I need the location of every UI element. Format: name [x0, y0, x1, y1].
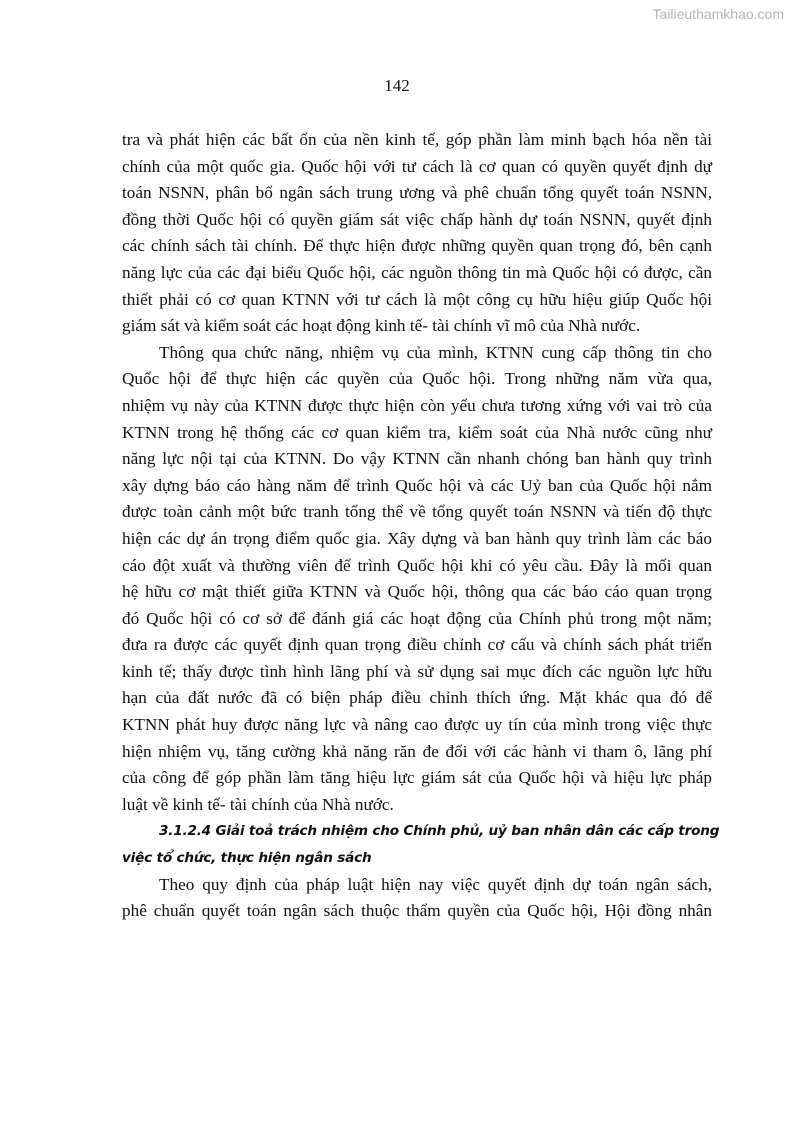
- text-line: cáo đột xuất và thường viên để trình Quốc hội khi có yêu cầu. Đây là mối quan: [122, 555, 712, 575]
- text-line: luật về kinh tế- tài chính của Nhà nước.: [122, 794, 394, 814]
- text-line: tra và phát hiện các bất ổn của nền kinh tế, góp phần làm minh bạch hóa nền tài: [122, 130, 712, 149]
- text-line: KTNN phát huy được năng lực và nâng cao được uy tín của mình trong việc thực: [122, 715, 712, 735]
- document-body: [122, 127, 720, 925]
- text-line: hiện nhiệm vụ, tăng cường khả năng răn đe đối với các hành vi tham ô, lãng phí: [122, 741, 712, 761]
- text-line: đồng thời Quốc hội có quyền giám sát việc chấp hành dự toán NSNN, quyết định: [122, 209, 712, 229]
- text-line: của công để góp phần làm tăng hiệu lực giám sát của Quốc hội và hiệu lực pháp: [122, 768, 712, 788]
- section-heading-line: 3.1.2.4 Giải toả trách nhiệm cho Chính phủ, uỷ ban nhân dân các cấp trong: [159, 823, 720, 840]
- text-line: toán NSNN, phân bổ ngân sách trung ương và phê chuẩn tổng quyết toán NSNN,: [122, 183, 712, 203]
- text-line: kinh tế; thấy được tình hình lãng phí và sử dụng sai mục đích các nguồn lực hữu: [122, 661, 712, 681]
- text-line: Quốc hội để thực hiện các quyền của Quốc hội. Trong những năm vừa qua,: [122, 369, 712, 389]
- text-line: hiện các dự án trọng điểm quốc gia. Xây dựng và ban hành quy trình làm các báo: [122, 528, 712, 548]
- text-line: năng lực nội tại của KTNN. Do vậy KTNN cần nhanh chóng ban hành quy trình: [122, 449, 712, 469]
- text-line: đó Quốc hội có cơ sở để đánh giá các hoạt động của Chính phủ trong một năm;: [122, 608, 712, 628]
- text-line: xây dựng báo cáo hàng năm để trình Quốc hội và các Uỷ ban của Quốc hội nắm: [122, 475, 712, 495]
- text-line: đưa ra được các quyết định quan trọng điều chỉnh cơ cấu và chính sách phát triển: [122, 635, 712, 655]
- text-line: Thông qua chức năng, nhiệm vụ của mình, KTNN cung cấp thông tin cho: [159, 342, 712, 362]
- text-line: nhiệm vụ này của KTNN được thực hiện còn yếu chưa tương xứng với vai trò của: [122, 395, 712, 415]
- text-line: phê chuẩn quyết toán ngân sách thuộc thẩm quyền của Quốc hội, Hội đồng nhân: [122, 901, 712, 921]
- text-line: được toàn cảnh một bức tranh tổng thể về tổng quyết toán NSNN và tiến độ thực: [122, 502, 712, 522]
- watermark: Tailieuthamkhao.com: [652, 6, 784, 22]
- text-line: Theo quy định của pháp luật hiện nay việc quyết định dự toán ngân sách,: [159, 874, 712, 894]
- text-line: các chính sách tài chính. Để thực hiện được những quyền quan trọng đó, bên cạnh: [122, 236, 712, 256]
- text-line: KTNN trong hệ thống các cơ quan kiểm tra, kiểm soát của Nhà nước cũng như: [122, 422, 712, 442]
- text-line: hệ hữu cơ mật thiết giữa KTNN và Quốc hội, thông qua các báo cáo quan trọng: [122, 582, 712, 602]
- text-line: năng lực của các đại biểu Quốc hội, các nguồn thông tin mà Quốc hội có được, cần: [122, 262, 712, 282]
- text-line: thiết phải có cơ quan KTNN với tư cách là một công cụ hữu hiệu giúp Quốc hội: [122, 289, 712, 309]
- page-number: 142: [384, 76, 410, 95]
- text-line: hạn của đất nước đã có biện pháp điều chỉnh thích ứng. Mặt khác qua đó để: [122, 688, 712, 708]
- section-heading-line: việc tổ chức, thực hiện ngân sách: [122, 850, 372, 867]
- text-line: giám sát và kiểm soát các hoạt động kinh tế- tài chính vĩ mô của Nhà nước.: [122, 316, 641, 336]
- text-line: chính của một quốc gia. Quốc hội với tư cách là cơ quan có quyền quyết định dự: [122, 156, 712, 176]
